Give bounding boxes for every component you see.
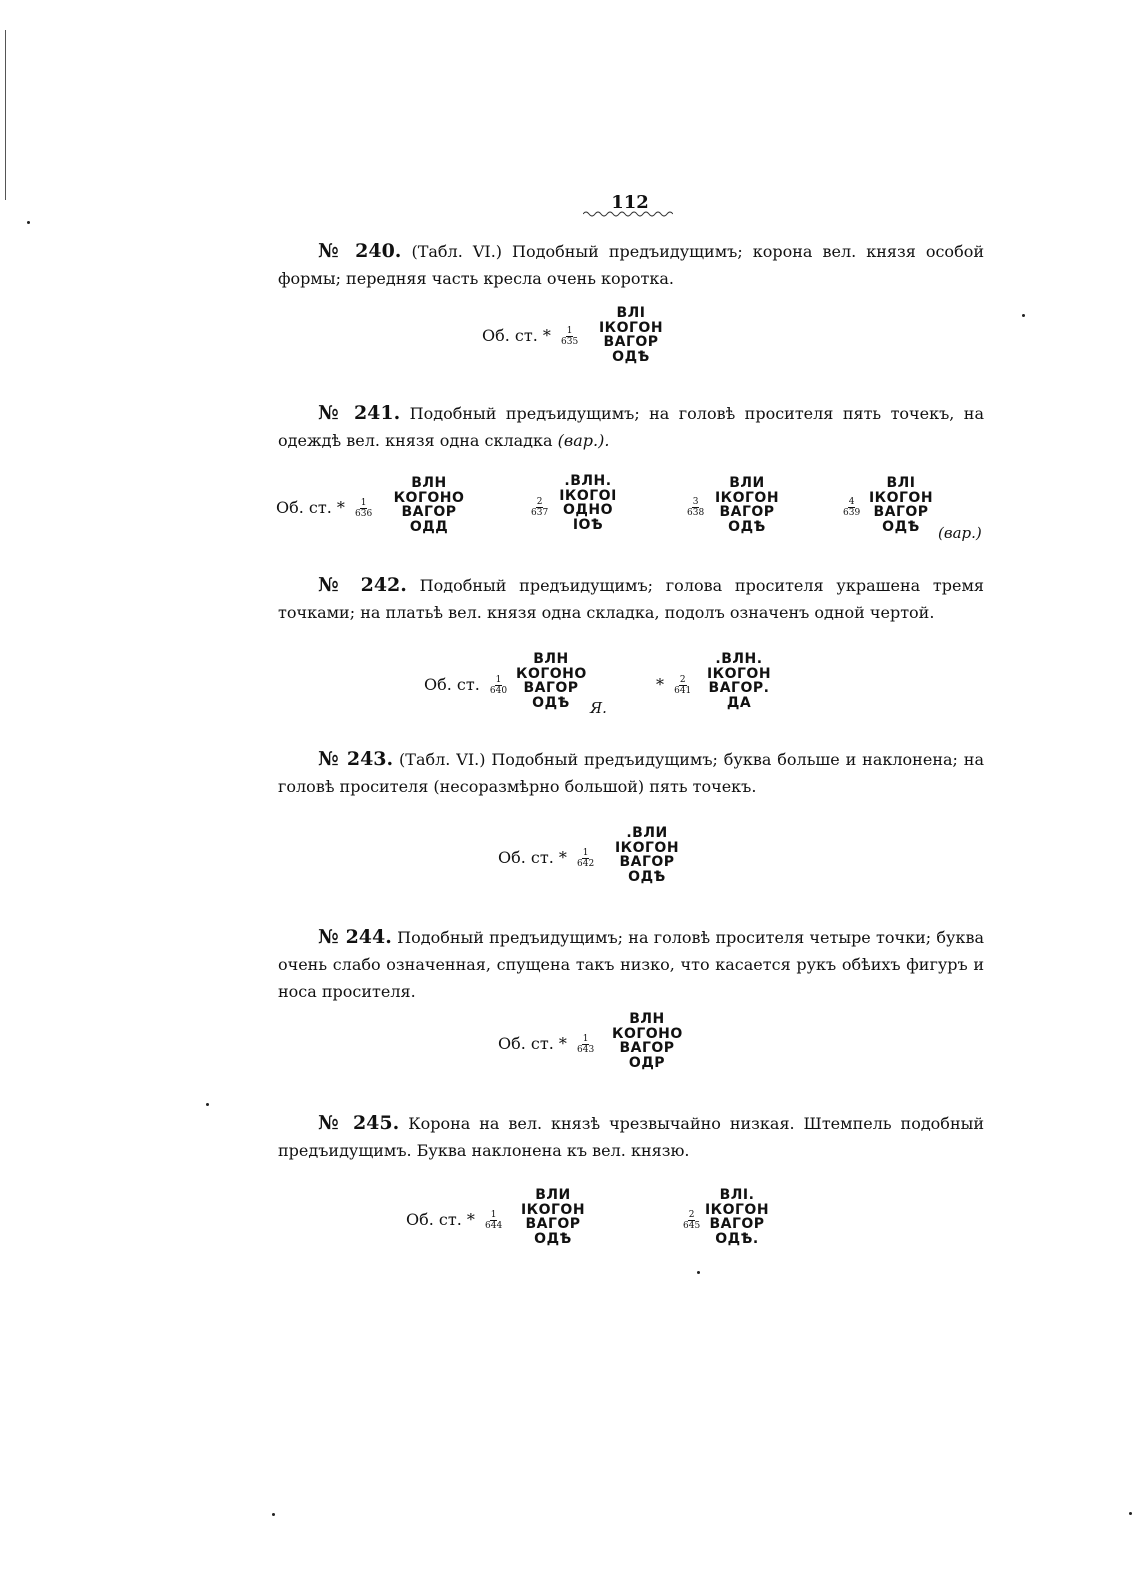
entry-description: (Табл. VI.) Подобный предъидущимъ; корона вел. князя особой формы; передняя часть кресла очень коротка. <box>278 242 984 288</box>
entry-number: № 244. <box>318 926 392 948</box>
coin-fraction: $\frac{2}{641}$ <box>674 675 692 696</box>
coin-fraction: $\frac{4}{639}$ <box>843 497 861 518</box>
entry-number: № 243. <box>318 748 394 770</box>
coin-inscription: ВЛІ. ІКОГОН ВАГОР ОДѢ. <box>704 1187 770 1247</box>
obverse-label: Об. ст. * $\frac{1}{644}$ <box>406 1210 503 1231</box>
coin-inscription: ВЛН КОГОНО ВАГОР ОДР <box>612 1011 683 1071</box>
entry-description: (Табл. VI.) Подобный предъидущимъ; буква больше и наклонена; на головѣ просителя (несоразмѣрно большой) пять точекъ. <box>278 750 984 796</box>
scan-speck <box>27 221 30 224</box>
entry-description: Подобный предъидущимъ; на головѣ просителя пять точекъ, на одеждѣ вел. князя одна складка <box>278 404 984 450</box>
coin-inscription: ВЛИ ІКОГОН ВАГОР ОДѢ <box>714 475 780 535</box>
entry-description: Подобный предъидущимъ; на головѣ просителя четыре точки; буква очень слабо означенная, спущена такъ низко, что касается рукъ обѣихъ фигуръ и носа просителя. <box>278 928 984 1001</box>
scan-speck <box>697 1271 700 1274</box>
coin-fraction: $\frac{2}{645}$ <box>683 1210 701 1231</box>
coin-inscription: .ВЛН. ІКОГОІ ОДНО ІОѢ <box>559 473 617 533</box>
obverse-label: Об. ст. * $\frac{1}{643}$ <box>498 1034 595 1055</box>
coin-inscription: .ВЛН. ІКОГОН ВАГОР. ДА <box>706 651 772 711</box>
entry-number: № 240. <box>318 240 402 262</box>
scan-speck <box>206 1103 209 1106</box>
scan-speck <box>1129 1512 1132 1515</box>
entry-242-text <box>278 572 984 626</box>
entry-244-text <box>278 924 984 1005</box>
scan-speck <box>272 1513 275 1516</box>
coin-inscription: .ВЛИ ІКОГОН ВАГОР ОДѢ <box>614 825 680 885</box>
coin-inscription: ВЛІ ІКОГОН ВАГОР ОДѢ <box>598 305 664 365</box>
coin-fraction: $\frac{2}{637}$ <box>531 497 549 518</box>
entry-description: Подобный предъидущимъ; голова просителя украшена тремя точками; на платьѣ вел. князя одна складка, подолъ означенъ одной чертой. <box>278 576 985 622</box>
obverse-label: Об. ст. $\frac{1}{640}$ <box>424 675 508 696</box>
variant-note: (вар.). <box>557 431 610 450</box>
entry-240-text <box>278 238 984 292</box>
coin-inscription: ВЛИ ІКОГОН ВАГОР ОДѢ <box>520 1187 586 1247</box>
obverse-label: Об. ст. * $\frac{1}{642}$ <box>498 848 595 869</box>
coin-fraction: $\frac{1}{644}$ <box>485 1210 503 1231</box>
coin-fraction: $\frac{1}{635}$ <box>561 326 579 347</box>
coin-fraction: $\frac{3}{638}$ <box>687 497 705 518</box>
entry-number: № 245. <box>318 1112 400 1134</box>
entry-245-text <box>278 1110 984 1164</box>
variant-note: (вар.) <box>938 524 982 542</box>
entry-number: № 241. <box>318 402 401 424</box>
entry-description: Корона на вел. князѣ чрезвычайно низкая. Штемпель подобный предъидущимъ. Буква наклонена къ вел. князю. <box>278 1114 985 1160</box>
entry-number: № 242. <box>318 574 407 596</box>
coin-fraction: $\frac{1}{643}$ <box>577 1034 595 1055</box>
entry-243-text <box>278 746 984 800</box>
coin-fraction: $\frac{1}{640}$ <box>489 675 508 696</box>
page-number-ornament <box>583 206 673 218</box>
handwritten-mark: Я. <box>590 699 607 717</box>
page-number: 112 <box>611 192 649 213</box>
coin-fraction: $\frac{1}{636}$ <box>355 498 373 519</box>
scan-margin-line <box>5 30 6 200</box>
obverse-label: Об. ст. * $\frac{1}{635}$ <box>482 326 579 347</box>
coin-inscription: ВЛН КОГОНО ВАГОР ОДД <box>393 475 465 535</box>
obverse-label: Об. ст. * $\frac{1}{636}$ <box>276 498 373 519</box>
coin-inscription: ВЛН КОГОНО ВАГОР ОДѢ <box>516 651 587 711</box>
coin-inscription: ВЛІ ІКОГОН ВАГОР ОДѢ <box>868 475 934 535</box>
star-mark: * $\frac{2}{641}$ <box>656 675 692 696</box>
scan-speck <box>1022 314 1025 317</box>
entry-241-text <box>278 400 984 454</box>
coin-fraction: $\frac{1}{642}$ <box>577 848 595 869</box>
